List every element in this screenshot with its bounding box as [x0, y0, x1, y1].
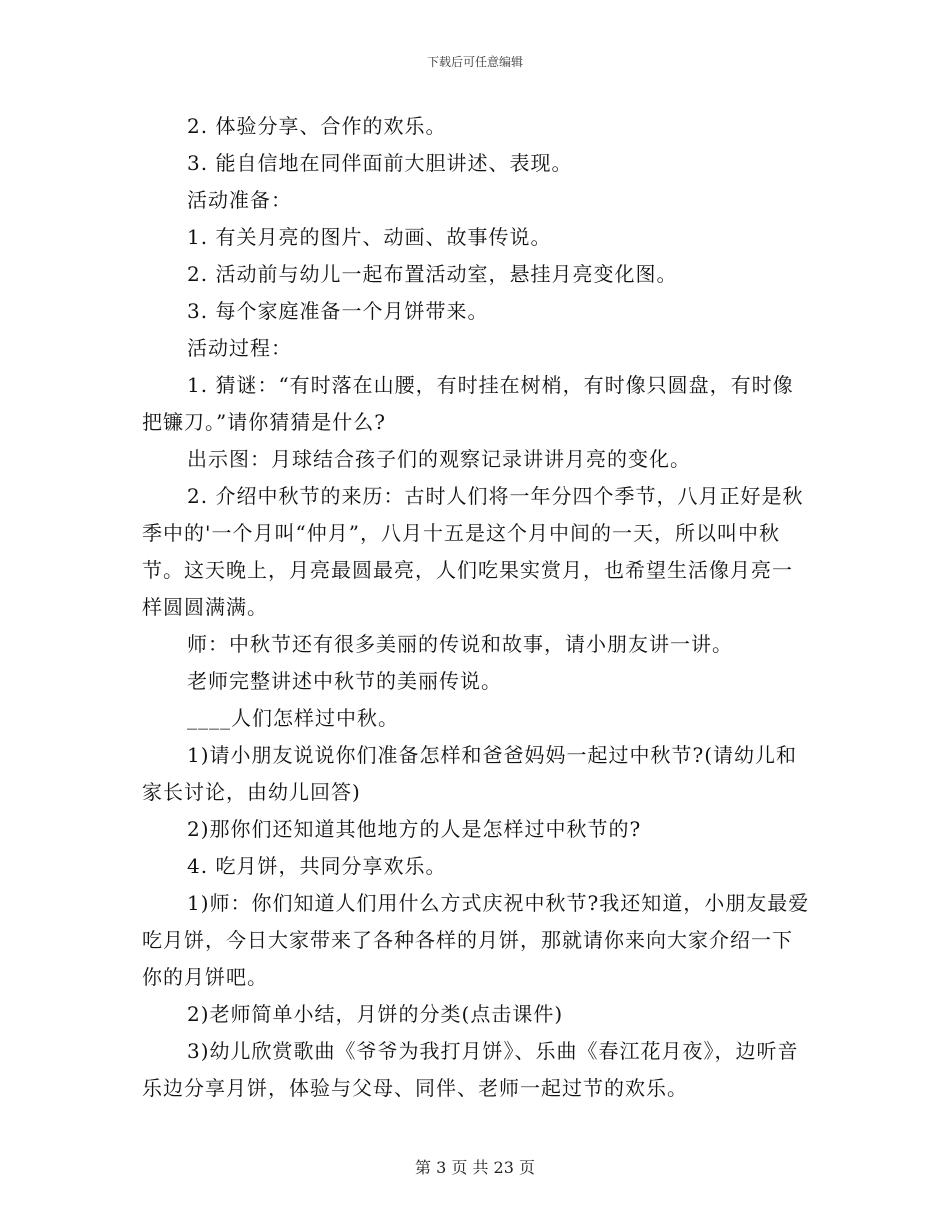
paragraph: 2. 活动前与幼儿一起布置活动室，悬挂月亮变化图。	[187, 262, 678, 286]
section-heading: 活动过程：	[187, 336, 292, 360]
paragraph: 1. 有关月亮的图片、动画、故事传说。	[187, 225, 552, 249]
paragraph: ____人们怎样过中秋。	[187, 706, 399, 730]
paragraph: 3. 每个家庭准备一个月饼带来。	[187, 299, 489, 323]
paragraph: 2. 介绍中秋节的来历：古时人们将一年分四个季节，八月正好是秋季中的'一个月叫“仲月”，八月十五是这个月中间的一天，所以叫中秋节。这天晚上，月亮最圆最亮，人们吃果实赏月，也希望生活像月亮一样圆圆满满。	[142, 484, 804, 619]
paragraph: 出示图：月球结合孩子们的观察记录讲讲月亮的变化。	[187, 447, 691, 471]
paragraph: 1)请小朋友说说你们准备怎样和爸爸妈妈一起过中秋节?(请幼儿和家长讨论，由幼儿回答)	[142, 743, 798, 804]
paragraph: 3)幼儿欣赏歌曲《爷爷为我打月饼》、乐曲《春江花月夜》，边听音乐边分享月饼，体验与父母、同伴、老师一起过节的欢乐。	[142, 1039, 799, 1100]
page-number-footer: 第 3 页 共 23 页	[415, 1158, 535, 1177]
paragraph: 2)老师简单小结，月饼的分类(点击课件)	[187, 1002, 564, 1026]
document-body	[142, 108, 810, 1107]
paragraph: 1. 猜谜：“有时落在山腰，有时挂在树梢，有时像只圆盘，有时像把镰刀。”请你猜猜是什么?	[142, 373, 794, 434]
paragraph: 老师完整讲述中秋节的美丽传说。	[187, 669, 502, 693]
section-heading: 活动准备：	[187, 188, 292, 212]
paragraph: 2. 体验分享、合作的欢乐。	[187, 114, 447, 138]
page-header-note: 下载后可任意编辑	[426, 55, 523, 69]
paragraph: 2)那你们还知道其他地方的人是怎样过中秋节的?	[187, 817, 642, 841]
paragraph: 4. 吃月饼，共同分享欢乐。	[187, 854, 447, 878]
paragraph: 3. 能自信地在同伴面前大胆讲述、表现。	[187, 151, 573, 175]
paragraph: 师：中秋节还有很多美丽的传说和故事，请小朋友讲一讲。	[187, 632, 733, 656]
paragraph: 1)师：你们知道人们用什么方式庆祝中秋节?我还知道，小朋友最爱吃月饼，今日大家带来了各种各样的月饼，那就请你来向大家介绍一下你的月饼吧。	[142, 891, 810, 989]
